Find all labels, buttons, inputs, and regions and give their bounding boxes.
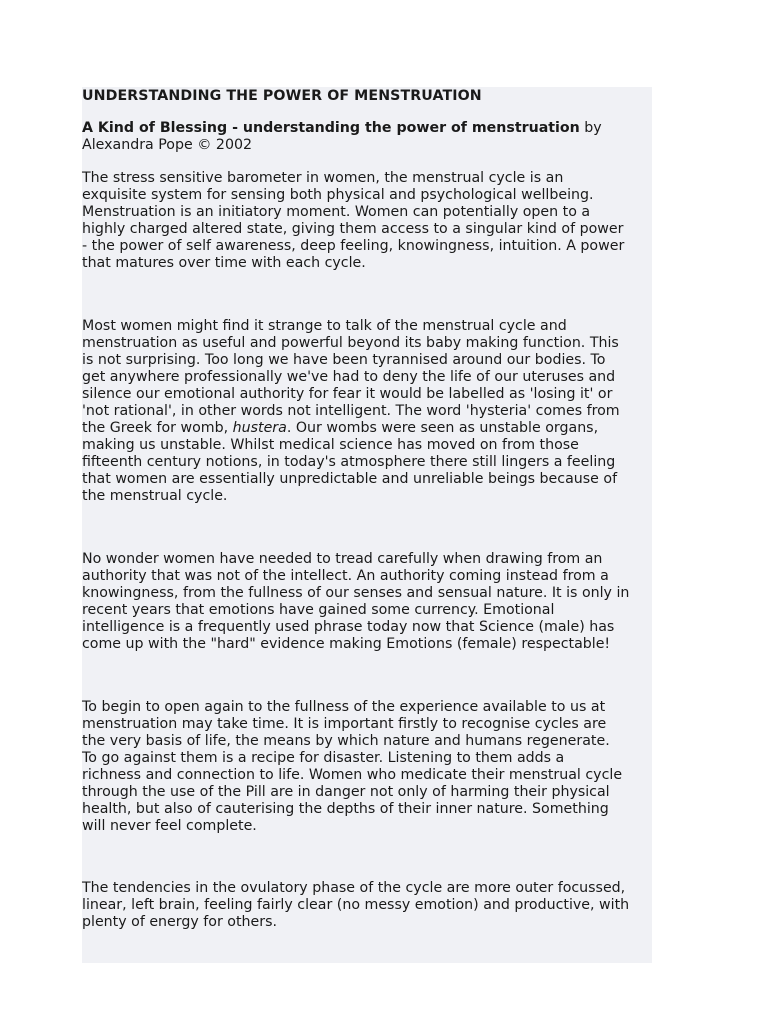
paragraph-line: menstruation may take time. It is important firstly to recognise cycles are [82,716,607,732]
paragraph-line: making us unstable. Whilst medical science has moved on from those [82,437,579,453]
paragraph-line: knowingness, from the fullness of our senses and sensual nature. It is only in [82,585,630,601]
paragraph-line: authority that was not of the intellect. An authority coming instead from a [82,568,609,584]
paragraph-line: linear, left brain, feeling fairly clear (no messy emotion) and productive, with [82,897,630,913]
paragraph-line: will never feel complete. [82,818,257,834]
article-title: A Kind of Blessing - understanding the power of menstruation [82,120,580,136]
paragraph-line: Most women might find it strange to talk of the menstrual cycle and [82,318,567,334]
greek-line-before: the Greek for womb, [82,420,233,436]
paragraph-line: highly charged altered state, giving them access to a singular kind of power [82,221,624,237]
paragraph-line: health, but also of cauterising the depths of their inner nature. Something [82,801,609,817]
paragraph-4 [82,699,654,835]
paragraph-line: that women are essentially unpredictable and unreliable beings because of [82,471,618,487]
paragraph-line: - the power of self awareness, deep feeling, knowingness, intuition. A power [82,238,625,254]
paragraph-2 [82,318,654,505]
paragraph-line: Menstruation is an initiatory moment. Women can potentially open to a [82,204,591,220]
paragraph-line: richness and connection to life. Women who medicate their menstrual cycle [82,767,623,783]
paragraph-line: that matures over time with each cycle. [82,255,366,271]
paragraph-line: exquisite system for sensing both physical and psychological wellbeing. [82,187,594,203]
paragraph-line: intelligence is a frequently used phrase today now that Science (male) has [82,619,615,635]
paragraph-line: The stress sensitive barometer in women, the menstrual cycle is an [82,170,564,186]
paragraph-line: silence our emotional authority for fear it would be labelled as 'losing it' or [82,386,613,402]
paragraph-line: menstruation as useful and powerful beyond its baby making function. This [82,335,619,351]
document-body [82,87,654,931]
paragraph-line [82,420,598,436]
paragraph-line: To begin to open again to the fullness of the experience available to us at [82,699,606,715]
paragraph-line: fifteenth century notions, in today's atmosphere there still lingers a feeling [82,454,616,470]
paragraph-line: the very basis of life, the means by which nature and humans regenerate. [82,733,610,749]
paragraph-line: the menstrual cycle. [82,488,228,504]
paragraph-line: The tendencies in the ovulatory phase of the cycle are more outer focussed, [82,880,626,896]
paragraph-3 [82,551,654,653]
byline [82,120,654,154]
paragraph-5 [82,880,654,931]
paragraph-line: through the use of the Pill are in danger not only of harming their physical [82,784,610,800]
byline-by: by [579,120,602,136]
paragraph-line: recent years that emotions have gained some currency. Emotional [82,602,555,618]
paragraph-line: No wonder women have needed to tread carefully when drawing from an [82,551,603,567]
greek-word: hustera [232,420,287,436]
document-heading: UNDERSTANDING THE POWER OF MENSTRUATION [82,88,482,104]
paragraph-line: get anywhere professionally we've had to deny the life of our uteruses and [82,369,616,385]
paragraph-line: 'not rational', in other words not intelligent. The word 'hysteria' comes from [82,403,620,419]
paragraph-line: plenty of energy for others. [82,914,277,930]
byline-author: Alexandra Pope © 2002 [82,137,253,153]
greek-line-after: . Our wombs were seen as unstable organs, [286,420,599,436]
paragraph-line: To go against them is a recipe for disaster. Listening to them adds a [82,750,565,766]
paragraph-line: is not surprising. Too long we have been tyrannised around our bodies. To [82,352,606,368]
paragraph-1 [82,170,654,272]
paragraph-line: come up with the "hard" evidence making Emotions (female) respectable! [82,636,611,652]
